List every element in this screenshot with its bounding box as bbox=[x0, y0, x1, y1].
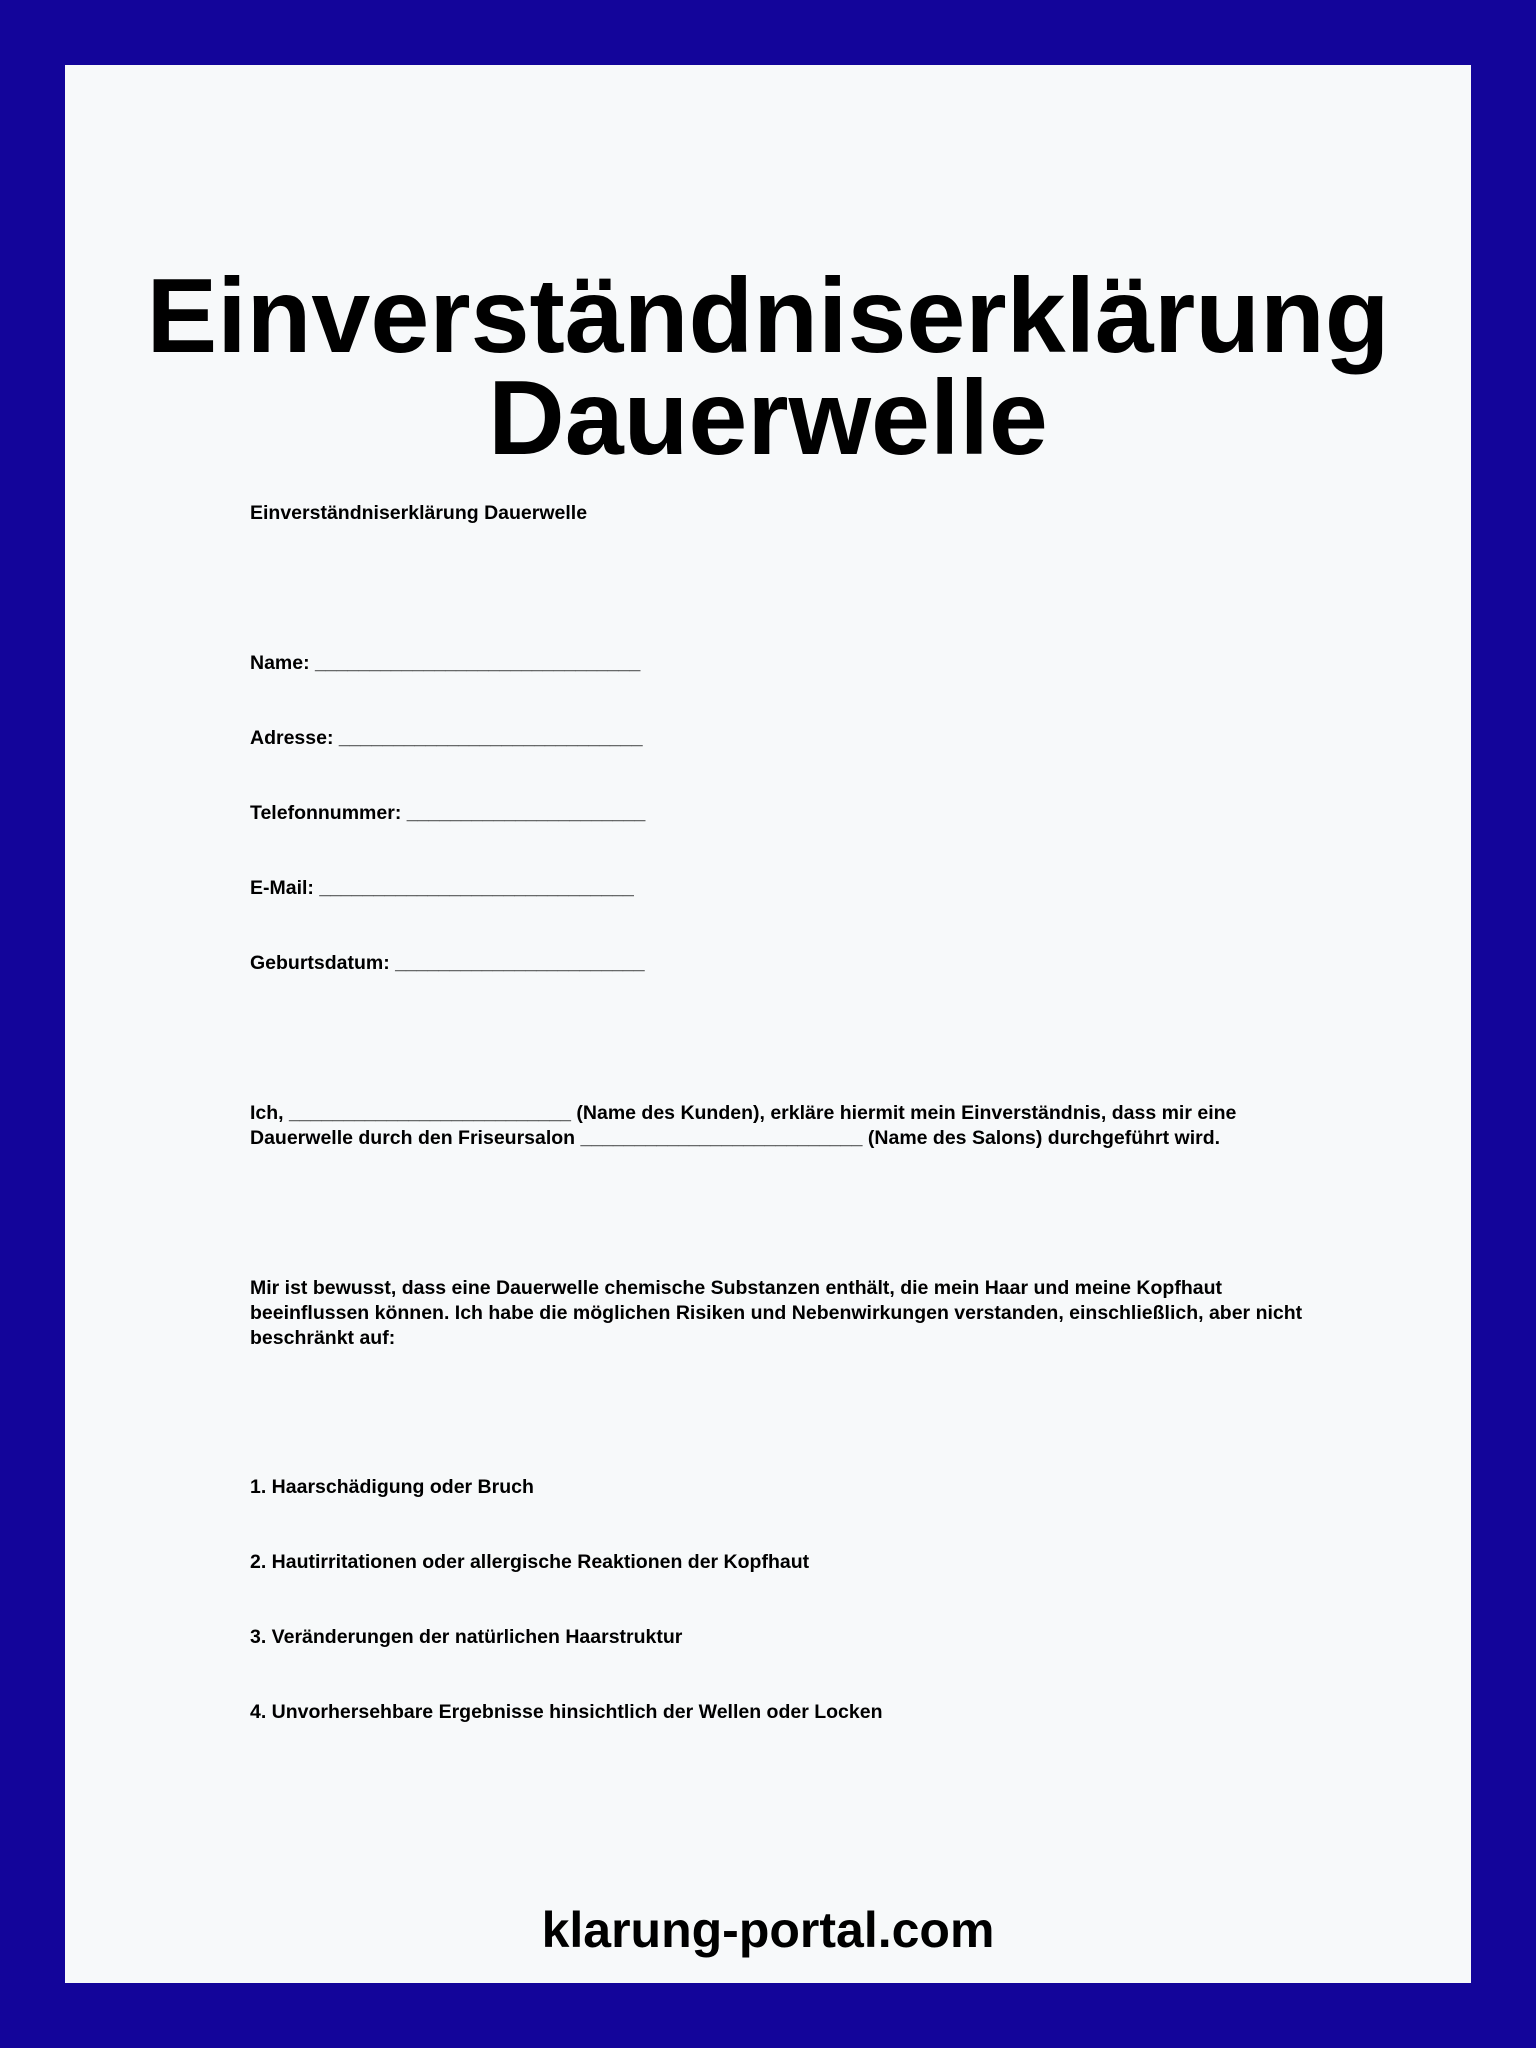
document-subtitle: Einverständniserklärung Dauerwelle bbox=[250, 502, 588, 524]
document-page bbox=[65, 65, 1471, 1983]
field-email: E-Mail: _____________________________ bbox=[250, 877, 634, 899]
field-phone: Telefonnummer: ______________________ bbox=[250, 802, 646, 824]
field-birthdate: Geburtsdatum: _______________________ bbox=[250, 952, 645, 974]
field-address: Adresse: ____________________________ bbox=[250, 727, 643, 749]
risk-paragraph: Mir ist bewusst, dass eine Dauerwelle chemische Substanzen enthält, die mein Haar und meine Kopfhaut beeinflussen können. Ich habe die möglichen Risiken und Nebenwirkungen verstanden, einschließlich, aber nicht beschränkt auf: bbox=[250, 1277, 1308, 1349]
field-name: Name: ______________________________ bbox=[250, 652, 641, 674]
title-line-1: Einverständniserklärung bbox=[146, 257, 1390, 375]
footer-website: klarung-portal.com bbox=[541, 1902, 995, 1958]
risk-item-3: 3. Veränderungen der natürlichen Haarstruktur bbox=[250, 1626, 683, 1648]
document-title bbox=[65, 257, 1471, 477]
risk-item-1: 1. Haarschädigung oder Bruch bbox=[250, 1476, 534, 1498]
consent-paragraph: Ich, __________________________ (Name des Kunden), erkläre hiermit mein Einverständnis, dass mir eine Dauerwelle durch den Friseursalon __________________________ (Name des Salons) durchgeführt wird. bbox=[250, 1102, 1242, 1149]
risk-item-4: 4. Unvorhersehbare Ergebnisse hinsichtlich der Wellen oder Locken bbox=[250, 1701, 883, 1723]
title-line-2: Dauerwelle bbox=[488, 359, 1048, 477]
risk-item-2: 2. Hautirritationen oder allergische Reaktionen der Kopfhaut bbox=[250, 1551, 810, 1573]
